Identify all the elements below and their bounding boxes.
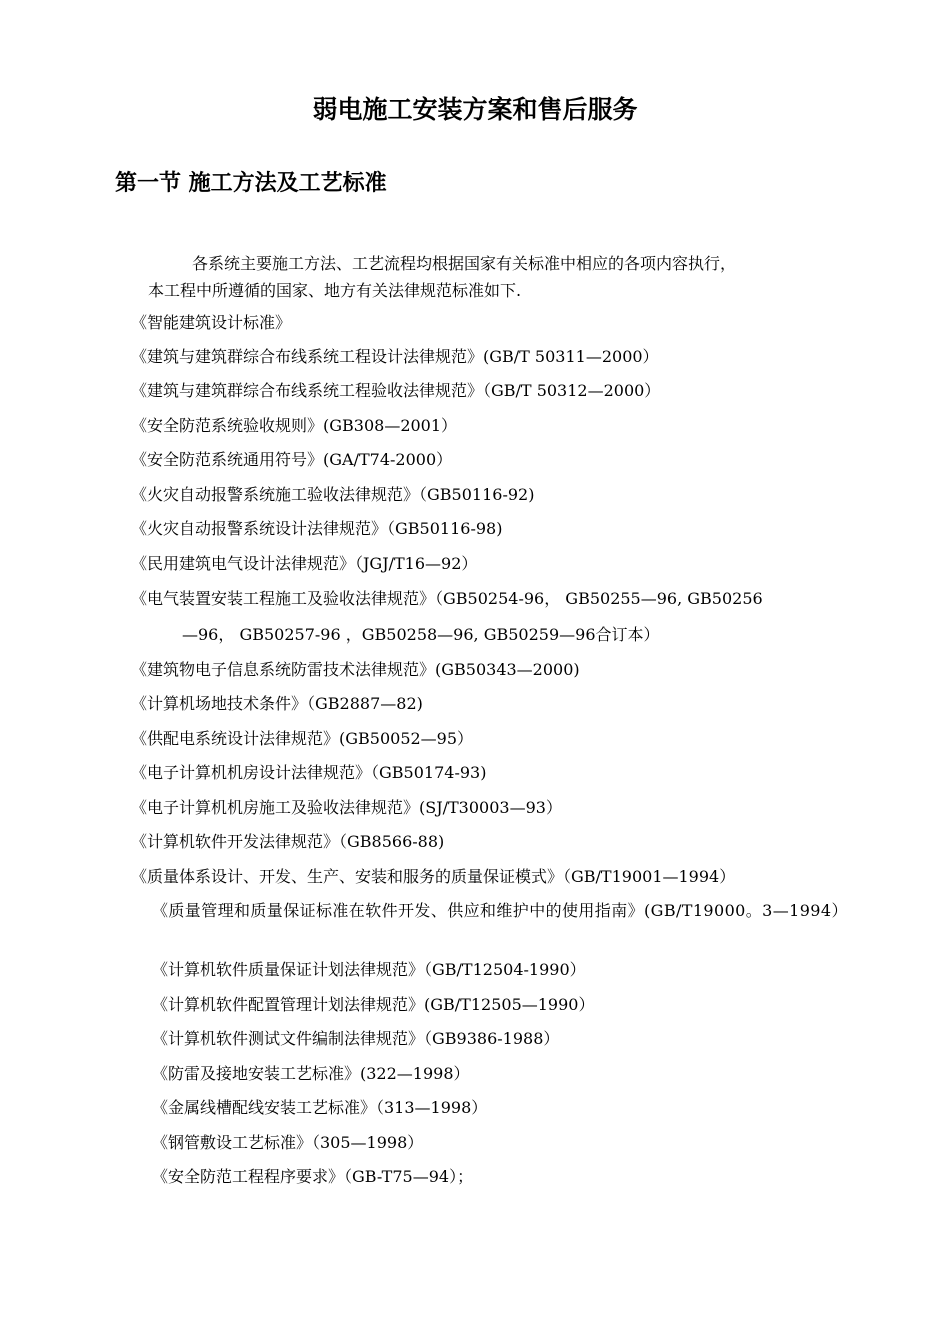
intro-line-1: 各系统主要施工方法、工艺流程均根据国家有关标准中相应的各项内容执行， <box>192 254 737 273</box>
standard-item: 《计算机软件配置管理计划法律规范》(GB/T12505—1990） <box>152 995 595 1014</box>
standard-item: 《供配电系统设计法律规范》(GB50052—95） <box>131 729 474 748</box>
intro-paragraph <box>148 250 848 304</box>
standard-item: 《智能建筑设计标准》 <box>131 313 292 332</box>
standard-item: 《安全防范工程程序要求》（GB-T75—94）； <box>152 1167 474 1186</box>
standard-item-continuation: —96， GB50257-96 ，GB50258—96, GB50259—96合订本） <box>182 625 660 644</box>
standard-item: 《建筑物电子信息系统防雷技术法律规范》(GB50343—2000) <box>131 660 580 679</box>
standard-item: 《质量管理和质量保证标准在软件开发、供应和维护中的使用指南》(GB/T19000。3—1994） <box>152 901 848 920</box>
standard-item: 《建筑与建筑群综合布线系统工程设计法律规范》(GB/T 50311—2000） <box>131 347 659 366</box>
standard-item: 《电子计算机机房设计法律规范》（GB50174-93) <box>131 763 487 782</box>
standard-item: 《计算机软件开发法律规范》（GB8566-88) <box>131 832 445 851</box>
standard-item: 《质量体系设计、开发、生产、安装和服务的质量保证模式》（GB/T19001—1994） <box>131 867 736 886</box>
section-heading: 第一节 施工方法及工艺标准 <box>115 171 387 196</box>
document-title: 弱电施工安装方案和售后服务 <box>312 95 638 124</box>
standard-item: 《建筑与建筑群综合布线系统工程验收法律规范》（GB/T 50312—2000） <box>131 381 661 400</box>
standard-item: 《计算机场地技术条件》（GB2887—82) <box>131 694 423 713</box>
standard-item: 《电子计算机机房施工及验收法律规范》(SJ/T30003—93） <box>131 798 562 817</box>
standard-item: 《安全防范系统验收规则》(GB308—2001） <box>131 416 458 435</box>
standard-item: 《金属线槽配线安装工艺标准》（313—1998） <box>152 1098 488 1117</box>
standard-item: 《计算机软件质量保证计划法律规范》（GB/T12504-1990） <box>152 960 586 979</box>
standard-item: 《火灾自动报警系统设计法律规范》（GB50116-98) <box>131 519 503 538</box>
standard-item: 《钢管敷设工艺标准》（305—1998） <box>152 1133 424 1152</box>
standard-item: 《民用建筑电气设计法律规范》（JGJ/T16—92） <box>131 554 478 573</box>
standard-item: 《火灾自动报警系统施工验收法律规范》（GB50116-92) <box>131 485 535 504</box>
standard-item: 《计算机软件测试文件编制法律规范》（GB9386-1988） <box>152 1029 560 1048</box>
standard-item: 《防雷及接地安装工艺标准》(322—1998） <box>152 1064 470 1083</box>
standard-item: 《电气装置安装工程施工及验收法律规范》（GB50254-96， GB50255—96, GB50256 <box>131 589 763 608</box>
intro-line-2: 本工程中所遵循的国家、地方有关法律规范标准如下. <box>148 281 522 300</box>
standard-item: 《安全防范系统通用符号》(GA/T74-2000） <box>131 450 453 469</box>
